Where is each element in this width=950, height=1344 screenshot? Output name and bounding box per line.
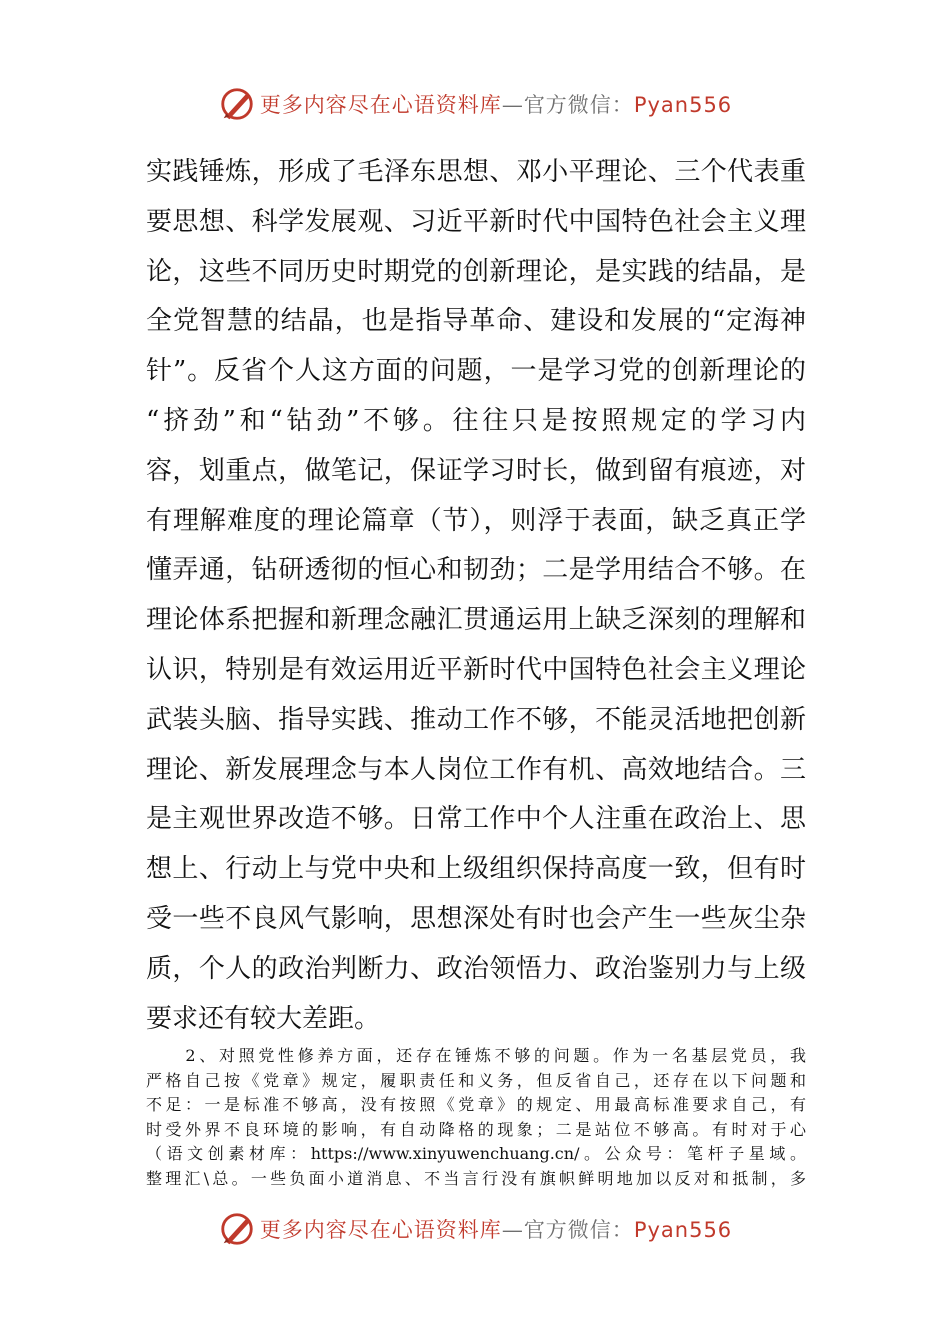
text-line: 论，这些不同历史时期党的创新理论，是实践的结晶，是 [146,256,806,287]
banner-red-text: 更多内容尽在心语资料库 [259,93,502,117]
text-line: “挤劲”和“钻劲”不够。往往只是按照规定的学习内 [146,405,806,436]
text-line: 全党智慧的结晶，也是指导革命、建设和发展的“定海神 [146,306,806,337]
banner-wechat-label: 官方微信： [523,1218,634,1242]
text-line: 想上、行动上与党中央和上级组织保持高度一致，但有时 [146,854,806,885]
text-line: 懂弄通，钻研透彻的恒心和韧劲；二是学用结合不够。在 [146,555,806,586]
text-line: 质，个人的政治判断力、政治领悟力、政治鉴别力与上级 [146,953,806,984]
footer-banner [0,1207,950,1251]
main-paragraph [146,148,806,1044]
banner-wechat-id: Pyan556 [633,1218,733,1242]
text-line: 要求还有较大差距。 [146,1003,381,1034]
text-line: 受一些不良风气影响，思想深处有时也会产生一些灰尘杂 [146,903,806,934]
text-line: 认识，特别是有效运用近平新时代中国特色社会主义理论 [146,654,806,685]
secondary-paragraph [146,1044,806,1192]
banner-text [260,89,732,119]
small-text-line: 2、对照党性修养方面，还存在锤炼不够的问题。作为一名基层党员，我 [146,1046,806,1065]
text-line: 武装头脑、指导实践、推动工作不够，不能灵活地把创新 [146,704,806,735]
small-text-line: （语文创素材库：https://www.xinyuwenchuang.cn/。公众号：笔杆子星域。 [146,1144,806,1164]
pen-circle-icon [218,85,256,123]
small-text-line: 严格自己按《党章》规定，履职责任和义务，但反省自己，还存在以下问题和 [146,1070,806,1090]
banner-dash: — [501,93,524,117]
text-line: 实践锤炼，形成了毛泽东思想、邓小平理论、三个代表重 [146,157,806,187]
banner-text [260,1214,732,1244]
small-text-line: 整理汇\总。一些负面小道消息、不当言行没有旗帜鲜明地加以反对和抵制，多 [146,1168,806,1188]
banner-wechat-id: Pyan556 [633,93,733,117]
banner-dash: — [501,1218,524,1242]
small-text-line: 时受外界不良环境的影响，有自动降格的现象；二是站位不够高。有时对于心 [146,1119,806,1139]
pen-circle-icon [218,1210,256,1248]
banner-wechat-label: 官方微信： [523,93,634,117]
text-line: 理论、新发展理念与本人岗位工作有机、高效地结合。三 [146,754,806,785]
text-line: 是主观世界改造不够。日常工作中个人注重在政治上、思 [146,804,806,835]
header-banner [0,82,950,126]
small-text-line: 不足：一是标准不够高，没有按照《党章》的规定、用最高标准要求自己，有 [146,1095,806,1115]
banner-red-text: 更多内容尽在心语资料库 [259,1218,502,1242]
text-line: 要思想、科学发展观、习近平新时代中国特色社会主义理 [146,206,806,237]
text-line: 容，划重点，做笔记，保证学习时长，做到留有痕迹，对 [146,455,806,486]
text-line: 针”。反省个人这方面的问题，一是学习党的创新理论的 [146,356,806,387]
text-line: 有理解难度的理论篇章（节），则浮于表面，缺乏真正学 [146,505,806,536]
text-line: 理论体系把握和新理念融汇贯通运用上缺乏深刻的理解和 [146,605,806,636]
